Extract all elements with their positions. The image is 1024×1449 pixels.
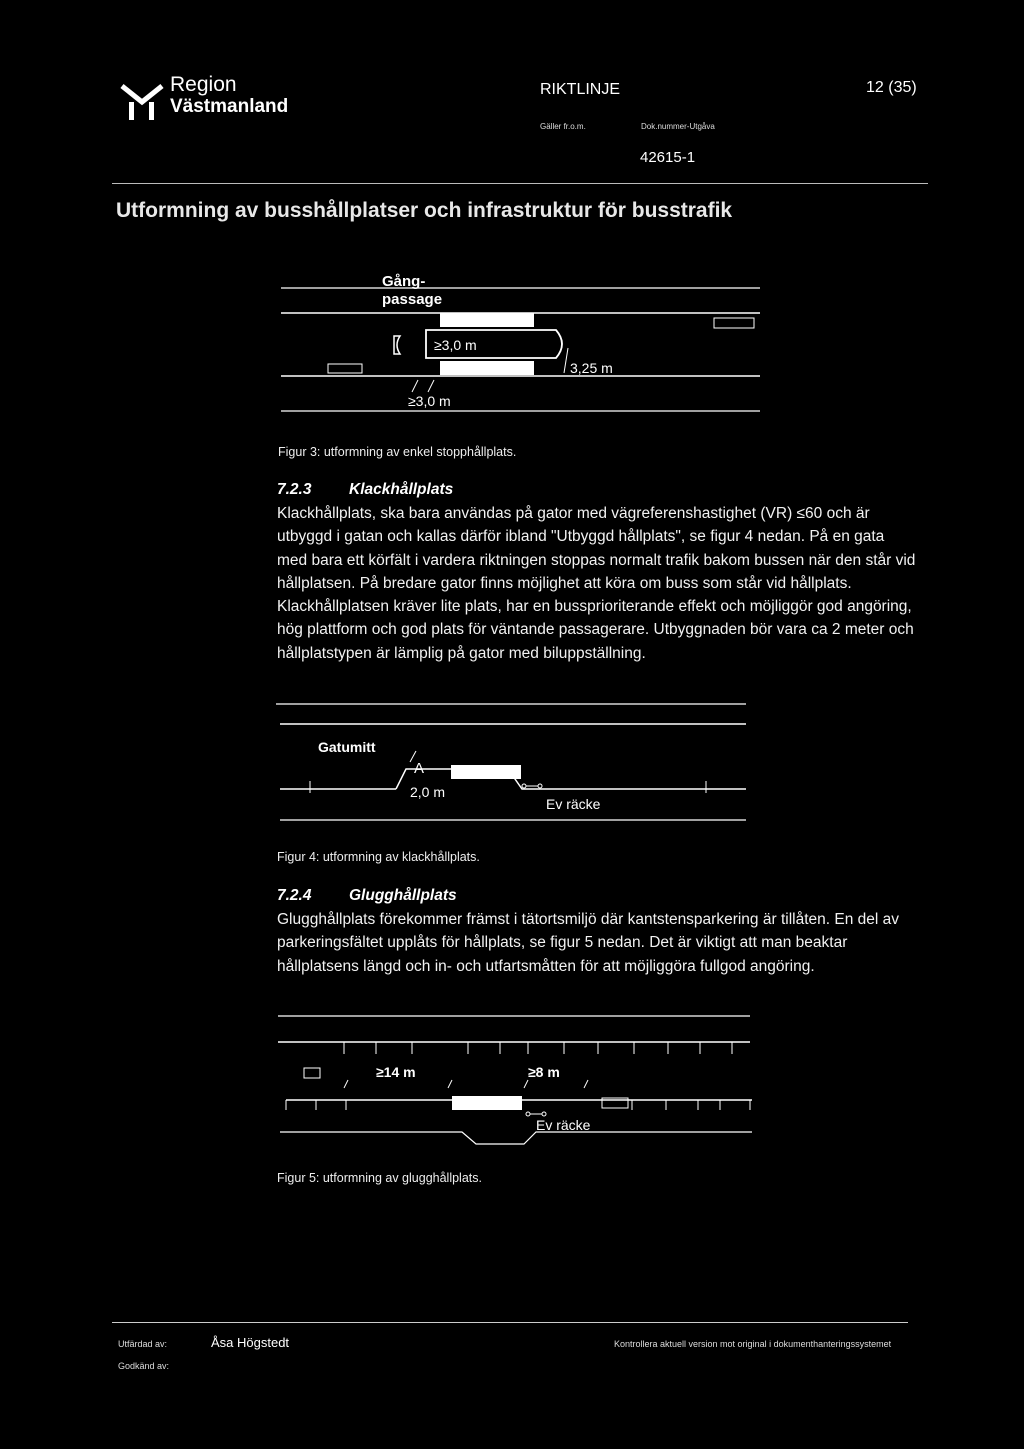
fig5-label-min-8: ≥8 m: [528, 1064, 560, 1080]
figure-5-caption: Figur 5: utformning av glugghållplats.: [277, 1171, 482, 1185]
section-724-heading: [277, 887, 457, 905]
valid-from-label: Gäller fr.o.m.: [540, 122, 586, 131]
fig4-label-point-a: A: [414, 760, 425, 777]
figure-3-diagram: [276, 268, 766, 418]
version-check-note: Kontrollera aktuell version mot original i dokumenthanteringssystemet: [614, 1339, 892, 1349]
logo-text-vastmanland: Västmanland: [170, 96, 289, 117]
header-divider: [112, 183, 928, 184]
fig4-label-street-center: Gatumitt: [318, 739, 376, 755]
section-724-body: Glugghållplats förekommer främst i tätortsmiljö där kantstensparkering är tillåten. En del av parkeringsfältet upplåts för hållplats, se figur 5 nedan. Det är viktigt att man beaktar hållplatsens längd och in- och utfartsmåtten för att möjliggöra fullgod angöring.: [277, 911, 899, 975]
fig3-label-min-length: ≥3,0 m: [434, 337, 477, 353]
document-title: Utformning av busshållplatser och infrastruktur för busstrafik: [116, 199, 733, 222]
page-number: 12 (35): [866, 79, 917, 96]
fig5-label-min-14: ≥14 m: [376, 1064, 416, 1080]
fig3-label-width: 3,25 m: [570, 360, 613, 376]
figure-5-diagram: [272, 1010, 762, 1155]
section-724-title: Glugghållplats: [349, 887, 457, 904]
footer-divider: [112, 1322, 908, 1323]
doc-number-label: Dok.nummer-Utgåva: [641, 122, 715, 131]
region-logo-icon: [118, 82, 168, 122]
figure-4-diagram: [276, 696, 756, 826]
issued-by-label: Utfärdad av:: [118, 1339, 168, 1349]
fig4-label-railing: Ev räcke: [546, 796, 601, 812]
fig3-label-passage: passage: [382, 291, 443, 308]
section-723-heading: [277, 481, 453, 499]
issued-by-name: Åsa Högstedt: [211, 1335, 290, 1350]
section-724-number: 7.2.4: [277, 887, 312, 904]
section-723-number: 7.2.3: [277, 481, 312, 498]
figure-4-caption: Figur 4: utformning av klackhållplats.: [277, 850, 480, 864]
figure-3-caption: Figur 3: utformning av enkel stopphållplats.: [278, 445, 517, 459]
fig4-label-width: 2,0 m: [410, 784, 446, 800]
fig3-label-gang: Gång-: [382, 273, 426, 290]
section-723-title: Klackhållplats: [349, 481, 454, 498]
fig5-label-railing: Ev räcke: [536, 1117, 591, 1133]
section-723-body: Klackhållplats, ska bara användas på gator med vägreferenshastighet (VR) ≤60 och är utbyggd i gatan och kallas därför ibland "Utbyggd hållplats", se figur 4 nedan. På en gata med bara ett körfält i vardera riktningen stoppas normalt trafik bakom bussen när den står vid hållplatsen. På bredare gator finns möjlighet att köra om buss som står vid hållplats. Klackhållplatsen kräver lite plats, har en bussprioriterande effekt och möjliggör god angöring, hög plattform och god plats för väntande passagerare. Utbyggnaden bör vara ca 2 meter och hållplatstypen är lämplig på gator med biluppställning.: [277, 505, 916, 662]
doc-number: 42615-1: [640, 149, 696, 166]
fig3-label-min-length-bottom: ≥3,0 m: [408, 393, 451, 409]
approved-by-label: Godkänd av:: [118, 1361, 170, 1371]
document-type: RIKTLINJE: [540, 81, 621, 98]
logo-text-region: Region: [170, 73, 237, 96]
